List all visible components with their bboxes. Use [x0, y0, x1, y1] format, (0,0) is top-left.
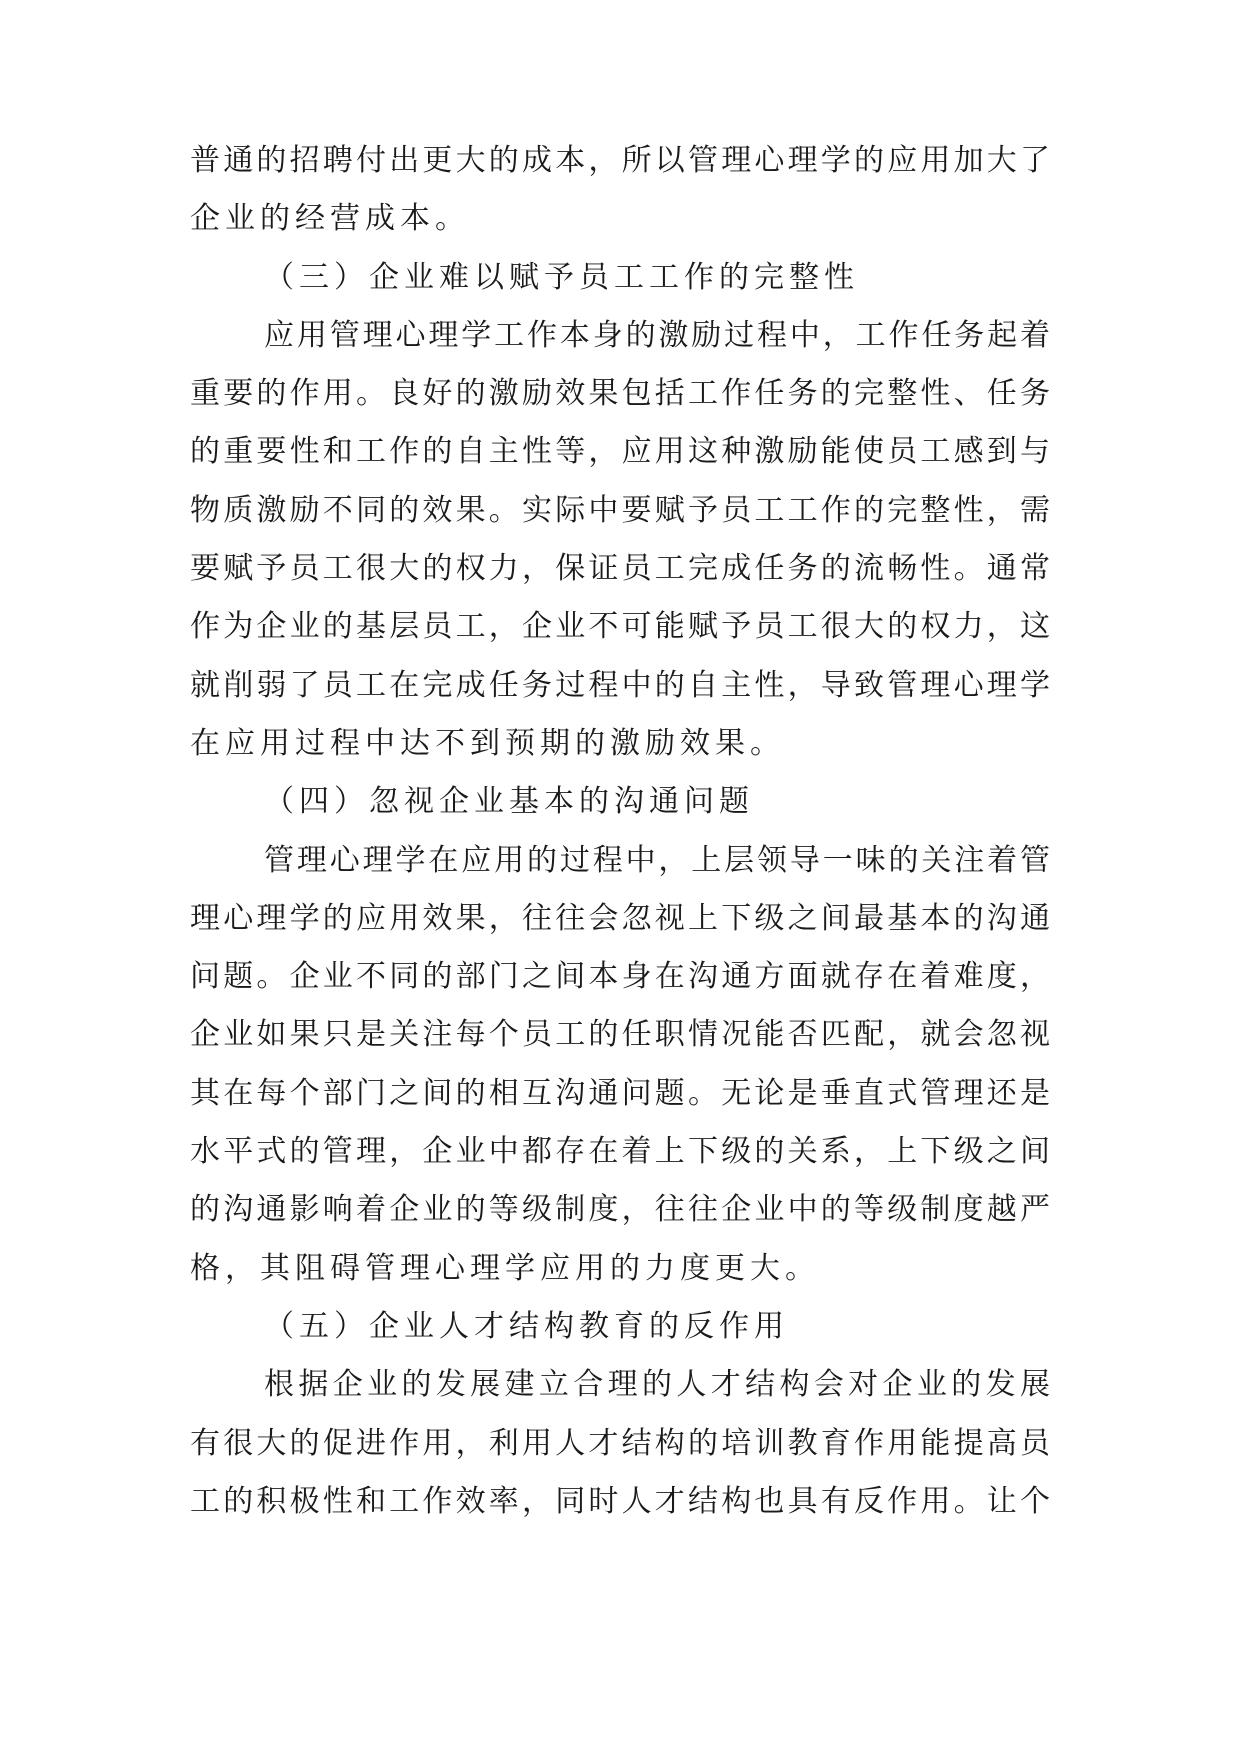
text-line: 重要的作用。良好的激励效果包括工作任务的完整性、任务 — [190, 376, 1050, 412]
text-line: 要赋予员工很大的权力，保证员工完成任务的流畅性。通常 — [190, 551, 1050, 587]
section-heading: （三）企业难以赋予员工工作的完整性 — [264, 259, 859, 295]
section-heading: （五）企业人才结构教育的反作用 — [264, 1308, 789, 1344]
text-line: 格，其阻碍管理心理学应用的力度更大。 — [190, 1250, 820, 1286]
text-line: 根据企业的发展建立合理的人才结构会对企业的发展 — [264, 1367, 1050, 1403]
text-line: 其在每个部门之间的相互沟通问题。无论是垂直式管理还是 — [190, 1075, 1050, 1111]
text-line: 的重要性和工作的自主性等，应用这种激励能使员工感到与 — [190, 434, 1050, 470]
text-line: 的沟通影响着企业的等级制度，往往企业中的等级制度越严 — [190, 1192, 1050, 1228]
text-line: 管理心理学在应用的过程中，上层领导一味的关注着管 — [264, 842, 1050, 878]
text-line: 问题。企业不同的部门之间本身在沟通方面就存在着难度， — [190, 959, 1050, 995]
body-text — [190, 132, 1050, 1531]
section-heading: （四）忽视企业基本的沟通问题 — [264, 784, 754, 820]
text-line: 理心理学的应用效果，往往会忽视上下级之间最基本的沟通 — [190, 900, 1050, 936]
text-line: 就削弱了员工在完成任务过程中的自主性，导致管理心理学 — [190, 667, 1050, 703]
text-line: 企业如果只是关注每个员工的任职情况能否匹配，就会忽视 — [190, 1017, 1050, 1053]
text-line: 物质激励不同的效果。实际中要赋予员工工作的完整性，需 — [190, 492, 1050, 528]
text-line: 在应用过程中达不到预期的激励效果。 — [190, 725, 785, 761]
text-line: 应用管理心理学工作本身的激励过程中，工作任务起着 — [264, 317, 1050, 353]
text-line: 有很大的促进作用，利用人才结构的培训教育作用能提高员 — [190, 1425, 1050, 1461]
text-line: 企业的经营成本。 — [190, 201, 470, 237]
text-line: 工的积极性和工作效率，同时人才结构也具有反作用。让个 — [190, 1483, 1050, 1519]
text-line: 普通的招聘付出更大的成本，所以管理心理学的应用加大了 — [190, 143, 1050, 178]
text-line: 水平式的管理，企业中都存在着上下级的关系，上下级之间 — [190, 1134, 1050, 1170]
text-line: 作为企业的基层员工，企业不可能赋予员工很大的权力，这 — [190, 609, 1050, 645]
